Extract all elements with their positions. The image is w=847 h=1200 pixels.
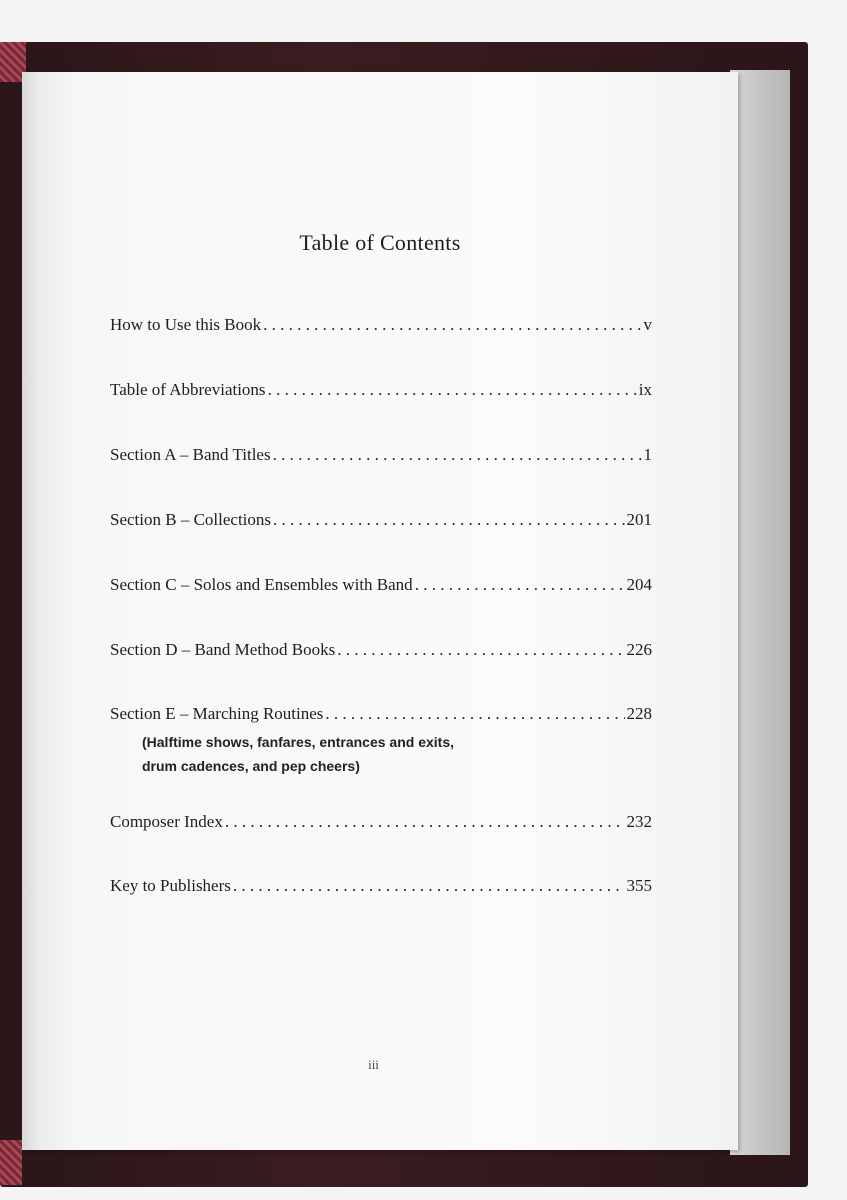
toc-leader xyxy=(268,380,637,400)
toc-leader xyxy=(233,876,625,896)
toc-entry-section-c xyxy=(110,575,652,595)
toc-entry-section-d xyxy=(110,640,652,660)
toc-label: Section E – Marching Routines xyxy=(110,704,324,723)
toc-label: Section B – Collections xyxy=(110,510,272,529)
toc-label: How to Use this Book xyxy=(110,315,262,334)
toc-page-number: 1 xyxy=(643,445,652,464)
toc-page-number: 228 xyxy=(626,704,652,723)
toc-leader xyxy=(273,445,642,465)
section-e-note-line: (Halftime shows, fanfares, entrances and exits, xyxy=(142,734,454,750)
section-e-note xyxy=(142,730,562,778)
toc-leader xyxy=(325,704,624,724)
toc-entry-key-to-publishers xyxy=(110,876,652,896)
toc-page-number: 355 xyxy=(626,876,652,895)
toc-leader xyxy=(415,575,625,595)
toc-label: Section C – Solos and Ensembles with Band xyxy=(110,575,413,594)
toc-label: Composer Index xyxy=(110,812,223,831)
toc-label: Table of Abbreviations xyxy=(110,380,266,399)
toc-leader xyxy=(337,640,624,660)
toc-label: Section D – Band Method Books xyxy=(110,640,336,659)
section-e-note-line: drum cadences, and pep cheers) xyxy=(142,758,360,774)
toc-entry-abbreviations xyxy=(110,380,652,400)
toc-leader xyxy=(273,510,624,530)
toc-page-number: v xyxy=(643,315,652,334)
toc-entry-section-a xyxy=(110,445,652,465)
toc-page-number: 204 xyxy=(626,575,652,594)
toc-page-number: 226 xyxy=(626,640,652,659)
toc-leader xyxy=(263,315,641,335)
page-title: Table of Contents xyxy=(299,230,461,255)
toc-entry-section-b xyxy=(110,510,652,530)
toc-leader xyxy=(225,812,625,832)
toc-label: Section A – Band Titles xyxy=(110,445,271,464)
toc-entry-how-to-use xyxy=(110,315,652,335)
spine-binding-bottom xyxy=(0,1140,22,1185)
toc-page-number: 232 xyxy=(626,812,652,831)
toc-label: Key to Publishers xyxy=(110,876,231,895)
toc-page-number: 201 xyxy=(626,510,652,529)
toc-page-number: ix xyxy=(638,380,652,399)
toc-entry-section-e xyxy=(110,704,652,724)
page-number: iii xyxy=(368,1057,379,1072)
toc-entry-composer-index xyxy=(110,812,652,832)
